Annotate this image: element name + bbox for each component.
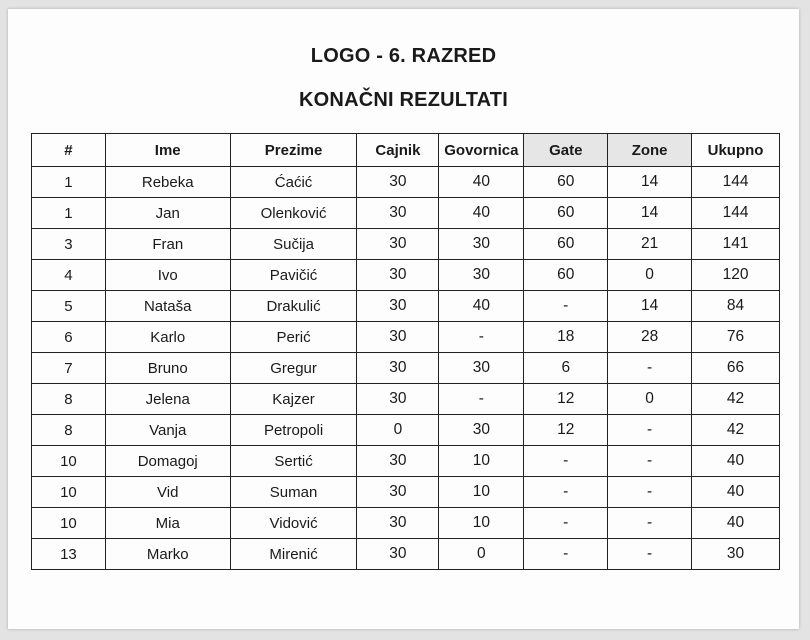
cell-ukupno: 42 bbox=[692, 415, 780, 446]
header-ime: Ime bbox=[105, 134, 230, 167]
cell-cajnik: 30 bbox=[357, 508, 439, 539]
cell-zone: 14 bbox=[608, 291, 692, 322]
cell-prezime: Sertić bbox=[230, 446, 357, 477]
cell-zone: - bbox=[608, 415, 692, 446]
cell-ime: Jelena bbox=[105, 384, 230, 415]
cell-zone: 14 bbox=[608, 198, 692, 229]
cell-gate: 60 bbox=[524, 229, 608, 260]
cell-ime: Marko bbox=[105, 539, 230, 570]
cell-govornica: 10 bbox=[439, 446, 524, 477]
cell-ime: Karlo bbox=[105, 322, 230, 353]
cell-gate: 60 bbox=[524, 198, 608, 229]
cell-cajnik: 30 bbox=[357, 291, 439, 322]
cell-gate: 18 bbox=[524, 322, 608, 353]
cell-ukupno: 76 bbox=[692, 322, 780, 353]
cell-zone: - bbox=[608, 353, 692, 384]
cell-ime: Rebeka bbox=[105, 167, 230, 198]
cell-rank: 1 bbox=[32, 198, 106, 229]
cell-ukupno: 42 bbox=[692, 384, 780, 415]
header-cajnik: Cajnik bbox=[357, 134, 439, 167]
cell-rank: 10 bbox=[32, 477, 106, 508]
cell-rank: 3 bbox=[32, 229, 106, 260]
cell-rank: 8 bbox=[32, 415, 106, 446]
table-row bbox=[32, 229, 780, 260]
cell-govornica: 30 bbox=[439, 415, 524, 446]
cell-cajnik: 30 bbox=[357, 477, 439, 508]
cell-zone: - bbox=[608, 508, 692, 539]
cell-cajnik: 30 bbox=[357, 198, 439, 229]
results-table-body bbox=[32, 167, 780, 570]
cell-prezime: Ćaćić bbox=[230, 167, 357, 198]
cell-ime: Bruno bbox=[105, 353, 230, 384]
cell-zone: - bbox=[608, 539, 692, 570]
cell-prezime: Suman bbox=[230, 477, 357, 508]
cell-prezime: Gregur bbox=[230, 353, 357, 384]
cell-govornica: 30 bbox=[439, 353, 524, 384]
cell-prezime: Pavičić bbox=[230, 260, 357, 291]
cell-cajnik: 30 bbox=[357, 260, 439, 291]
cell-prezime: Vidović bbox=[230, 508, 357, 539]
cell-govornica: 30 bbox=[439, 229, 524, 260]
cell-ime: Jan bbox=[105, 198, 230, 229]
table-row bbox=[32, 353, 780, 384]
table-header-row bbox=[32, 134, 780, 167]
cell-gate: - bbox=[524, 446, 608, 477]
cell-prezime: Perić bbox=[230, 322, 357, 353]
cell-ukupno: 40 bbox=[692, 477, 780, 508]
cell-ime: Nataša bbox=[105, 291, 230, 322]
cell-cajnik: 30 bbox=[357, 384, 439, 415]
cell-prezime: Mirenić bbox=[230, 539, 357, 570]
cell-cajnik: 30 bbox=[357, 353, 439, 384]
cell-gate: - bbox=[524, 508, 608, 539]
cell-ukupno: 40 bbox=[692, 508, 780, 539]
header-rank: # bbox=[32, 134, 106, 167]
cell-cajnik: 30 bbox=[357, 446, 439, 477]
cell-ukupno: 84 bbox=[692, 291, 780, 322]
cell-cajnik: 30 bbox=[357, 539, 439, 570]
table-row bbox=[32, 477, 780, 508]
cell-ukupno: 141 bbox=[692, 229, 780, 260]
cell-prezime: Kajzer bbox=[230, 384, 357, 415]
cell-govornica: 40 bbox=[439, 198, 524, 229]
cell-ime: Domagoj bbox=[105, 446, 230, 477]
cell-govornica: 30 bbox=[439, 260, 524, 291]
cell-ukupno: 120 bbox=[692, 260, 780, 291]
table-row bbox=[32, 322, 780, 353]
cell-ukupno: 144 bbox=[692, 167, 780, 198]
header-gate: Gate bbox=[524, 134, 608, 167]
table-row bbox=[32, 167, 780, 198]
table-row bbox=[32, 260, 780, 291]
table-row bbox=[32, 198, 780, 229]
table-row bbox=[32, 291, 780, 322]
cell-govornica: - bbox=[439, 322, 524, 353]
cell-rank: 13 bbox=[32, 539, 106, 570]
cell-ime: Fran bbox=[105, 229, 230, 260]
cell-gate: 60 bbox=[524, 167, 608, 198]
cell-govornica: 10 bbox=[439, 477, 524, 508]
header-ukupno: Ukupno bbox=[692, 134, 780, 167]
cell-gate: 12 bbox=[524, 384, 608, 415]
cell-ukupno: 144 bbox=[692, 198, 780, 229]
cell-govornica: - bbox=[439, 384, 524, 415]
table-row bbox=[32, 446, 780, 477]
cell-rank: 6 bbox=[32, 322, 106, 353]
cell-ukupno: 30 bbox=[692, 539, 780, 570]
cell-ukupno: 40 bbox=[692, 446, 780, 477]
cell-zone: 14 bbox=[608, 167, 692, 198]
cell-govornica: 0 bbox=[439, 539, 524, 570]
cell-gate: 12 bbox=[524, 415, 608, 446]
cell-zone: - bbox=[608, 446, 692, 477]
cell-govornica: 40 bbox=[439, 167, 524, 198]
cell-ime: Vanja bbox=[105, 415, 230, 446]
table-row bbox=[32, 539, 780, 570]
cell-prezime: Petropoli bbox=[230, 415, 357, 446]
cell-ime: Mia bbox=[105, 508, 230, 539]
cell-prezime: Drakulić bbox=[230, 291, 357, 322]
cell-gate: - bbox=[524, 291, 608, 322]
cell-cajnik: 30 bbox=[357, 229, 439, 260]
cell-zone: 0 bbox=[608, 260, 692, 291]
cell-ukupno: 66 bbox=[692, 353, 780, 384]
results-table bbox=[31, 133, 780, 570]
cell-cajnik: 30 bbox=[357, 322, 439, 353]
cell-rank: 1 bbox=[32, 167, 106, 198]
cell-prezime: Olenković bbox=[230, 198, 357, 229]
cell-rank: 7 bbox=[32, 353, 106, 384]
header-govornica: Govornica bbox=[439, 134, 524, 167]
cell-govornica: 10 bbox=[439, 508, 524, 539]
cell-rank: 10 bbox=[32, 508, 106, 539]
cell-gate: 6 bbox=[524, 353, 608, 384]
header-zone: Zone bbox=[608, 134, 692, 167]
table-row bbox=[32, 508, 780, 539]
cell-cajnik: 0 bbox=[357, 415, 439, 446]
table-row bbox=[32, 415, 780, 446]
cell-zone: 21 bbox=[608, 229, 692, 260]
document-page bbox=[8, 9, 799, 629]
cell-rank: 8 bbox=[32, 384, 106, 415]
cell-gate: 60 bbox=[524, 260, 608, 291]
cell-rank: 4 bbox=[32, 260, 106, 291]
cell-zone: 0 bbox=[608, 384, 692, 415]
header-prezime: Prezime bbox=[230, 134, 357, 167]
cell-ime: Ivo bbox=[105, 260, 230, 291]
cell-rank: 5 bbox=[32, 291, 106, 322]
cell-cajnik: 30 bbox=[357, 167, 439, 198]
cell-prezime: Sučija bbox=[230, 229, 357, 260]
table-row bbox=[32, 384, 780, 415]
cell-gate: - bbox=[524, 477, 608, 508]
cell-gate: - bbox=[524, 539, 608, 570]
cell-govornica: 40 bbox=[439, 291, 524, 322]
cell-rank: 10 bbox=[32, 446, 106, 477]
cell-ime: Vid bbox=[105, 477, 230, 508]
document-subtitle: KONAČNI REZULTATI bbox=[299, 89, 508, 111]
cell-zone: - bbox=[608, 477, 692, 508]
document-title: LOGO - 6. RAZRED bbox=[310, 45, 497, 67]
cell-zone: 28 bbox=[608, 322, 692, 353]
